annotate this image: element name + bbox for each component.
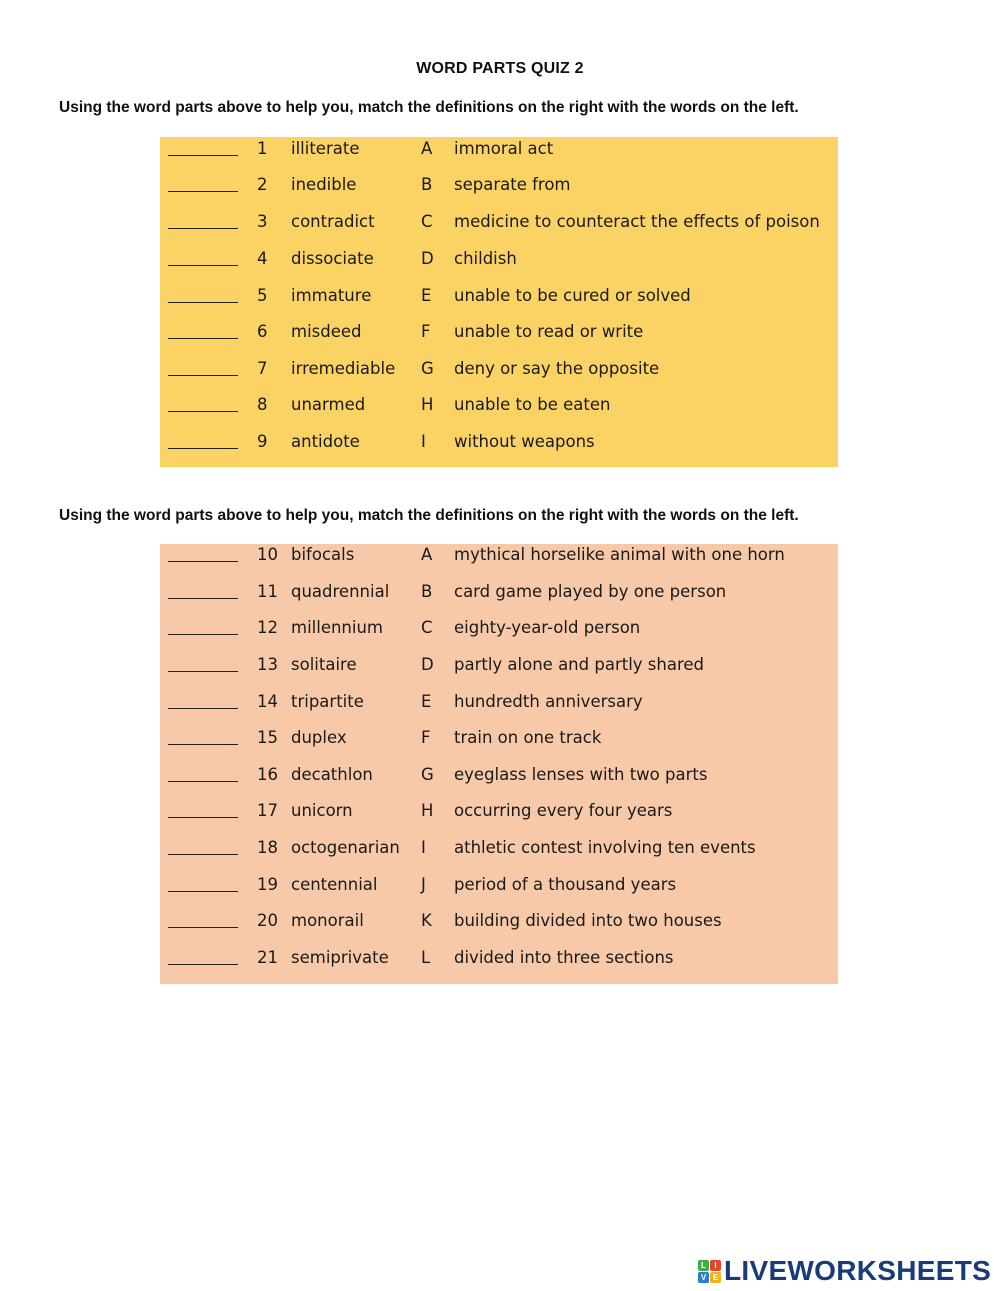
definition-text: building divided into two houses: [454, 911, 722, 930]
match-row: [160, 726, 838, 750]
item-word: irremediable: [291, 359, 396, 378]
definition-text: unable to be eaten: [454, 395, 611, 414]
definition-letter: G: [421, 359, 434, 378]
definition-text: card game played by one person: [454, 582, 727, 601]
match-row: [160, 763, 838, 787]
item-word: solitaire: [291, 655, 357, 674]
definition-letter: E: [421, 692, 432, 711]
item-number: 14: [257, 692, 278, 711]
item-number: 19: [257, 875, 278, 894]
definition-text: without weapons: [454, 432, 595, 451]
definition-letter: L: [421, 948, 431, 967]
item-number: 3: [257, 212, 268, 231]
item-number: 17: [257, 801, 278, 820]
item-word: inedible: [291, 175, 357, 194]
item-number: 8: [257, 395, 268, 414]
answer-blank[interactable]: [168, 286, 238, 303]
definition-letter: I: [421, 432, 426, 451]
match-row: [160, 799, 838, 823]
definition-text: hundredth anniversary: [454, 692, 643, 711]
definition-text: period of a thousand years: [454, 875, 677, 894]
definition-text: partly alone and partly shared: [454, 655, 705, 674]
item-number: 1: [257, 139, 268, 158]
answer-blank[interactable]: [168, 249, 238, 266]
item-word: semiprivate: [291, 948, 389, 967]
item-number: 2: [257, 175, 268, 194]
item-word: illiterate: [291, 139, 360, 158]
definition-letter: C: [421, 618, 433, 637]
item-word: misdeed: [291, 322, 362, 341]
definition-text: occurring every four years: [454, 801, 673, 820]
definition-letter: A: [421, 545, 433, 564]
match-row: [160, 873, 838, 897]
answer-blank[interactable]: [168, 728, 238, 745]
definition-text: deny or say the opposite: [454, 359, 660, 378]
definition-letter: H: [421, 395, 434, 414]
answer-blank[interactable]: [168, 545, 238, 562]
item-word: millennium: [291, 618, 384, 637]
definition-letter: F: [421, 322, 431, 341]
match-row: [160, 909, 838, 933]
definition-text: divided into three sections: [454, 948, 674, 967]
definition-text: train on one track: [454, 728, 602, 747]
definition-letter: H: [421, 801, 434, 820]
definition-letter: C: [421, 212, 433, 231]
answer-blank[interactable]: [168, 432, 238, 449]
item-word: unicorn: [291, 801, 353, 820]
answer-blank[interactable]: [168, 212, 238, 229]
definition-text: childish: [454, 249, 517, 268]
definition-letter: B: [421, 175, 433, 194]
matching-section-2: [160, 544, 838, 984]
match-row: [160, 580, 838, 604]
item-word: octogenarian: [291, 838, 400, 857]
item-word: monorail: [291, 911, 364, 930]
item-word: decathlon: [291, 765, 373, 784]
definition-text: eyeglass lenses with two parts: [454, 765, 708, 784]
match-row: [160, 284, 838, 308]
answer-blank[interactable]: [168, 801, 238, 818]
item-number: 16: [257, 765, 278, 784]
item-word: unarmed: [291, 395, 366, 414]
answer-blank[interactable]: [168, 175, 238, 192]
definition-text: immoral act: [454, 139, 554, 158]
definition-letter: K: [421, 911, 432, 930]
match-row: [160, 210, 838, 234]
item-word: quadrennial: [291, 582, 390, 601]
matching-section-1: [160, 137, 838, 467]
answer-blank[interactable]: [168, 875, 238, 892]
match-row: [160, 946, 838, 970]
definition-letter: E: [421, 286, 432, 305]
definition-text: athletic contest involving ten events: [454, 838, 756, 857]
match-row: [160, 320, 838, 344]
item-number: 4: [257, 249, 268, 268]
answer-blank[interactable]: [168, 911, 238, 928]
definition-text: mythical horselike animal with one horn: [454, 545, 785, 564]
match-row: [160, 616, 838, 640]
definition-text: eighty-year-old person: [454, 618, 641, 637]
item-number: 18: [257, 838, 278, 857]
item-number: 13: [257, 655, 278, 674]
answer-blank[interactable]: [168, 359, 238, 376]
definition-letter: D: [421, 655, 434, 674]
match-row: [160, 173, 838, 197]
item-word: dissociate: [291, 249, 374, 268]
answer-blank[interactable]: [168, 765, 238, 782]
item-number: 9: [257, 432, 268, 451]
answer-blank[interactable]: [168, 692, 238, 709]
definition-letter: G: [421, 765, 434, 784]
match-row: [160, 137, 838, 161]
item-word: duplex: [291, 728, 347, 747]
answer-blank[interactable]: [168, 655, 238, 672]
answer-blank[interactable]: [168, 582, 238, 599]
match-row: [160, 430, 838, 454]
definition-text: unable to read or write: [454, 322, 644, 341]
definition-letter: A: [421, 139, 433, 158]
definition-text: unable to be cured or solved: [454, 286, 691, 305]
item-number: 20: [257, 911, 278, 930]
item-number: 12: [257, 618, 278, 637]
item-number: 5: [257, 286, 268, 305]
match-row: [160, 357, 838, 381]
item-number: 11: [257, 582, 278, 601]
item-word: contradict: [291, 212, 375, 231]
item-number: 7: [257, 359, 268, 378]
item-number: 10: [257, 545, 278, 564]
definition-letter: J: [421, 875, 426, 894]
definition-text: separate from: [454, 175, 571, 194]
answer-blank[interactable]: [168, 948, 238, 965]
item-word: immature: [291, 286, 372, 305]
page-title: WORD PARTS QUIZ 2: [416, 60, 584, 77]
item-word: antidote: [291, 432, 360, 451]
match-row: [160, 836, 838, 860]
instructions-section-1: Using the word parts above to help you, match the definitions on the right with the words on the left.: [59, 99, 799, 116]
match-row: [160, 690, 838, 714]
item-number: 6: [257, 322, 268, 341]
liveworksheets-logo[interactable]: [698, 1256, 991, 1286]
match-row: [160, 393, 838, 417]
liveworksheets-logo-icon: L I V E: [698, 1260, 721, 1283]
answer-blank[interactable]: [168, 139, 238, 156]
definition-letter: F: [421, 728, 431, 747]
item-number: 15: [257, 728, 278, 747]
item-word: bifocals: [291, 545, 355, 564]
definition-letter: D: [421, 249, 434, 268]
definition-letter: I: [421, 838, 426, 857]
definition-text: medicine to counteract the effects of poison: [454, 212, 820, 231]
match-row: [160, 247, 838, 271]
answer-blank[interactable]: [168, 395, 238, 412]
instructions-section-2: Using the word parts above to help you, match the definitions on the right with the words on the left.: [59, 507, 799, 524]
answer-blank[interactable]: [168, 838, 238, 855]
item-word: centennial: [291, 875, 378, 894]
definition-letter: B: [421, 582, 433, 601]
logo-text: LIVEWORKSHEETS: [724, 1255, 992, 1286]
answer-blank[interactable]: [168, 618, 238, 635]
item-number: 21: [257, 948, 278, 967]
match-row: [160, 653, 838, 677]
answer-blank[interactable]: [168, 322, 238, 339]
item-word: tripartite: [291, 692, 364, 711]
match-row: [160, 543, 838, 567]
